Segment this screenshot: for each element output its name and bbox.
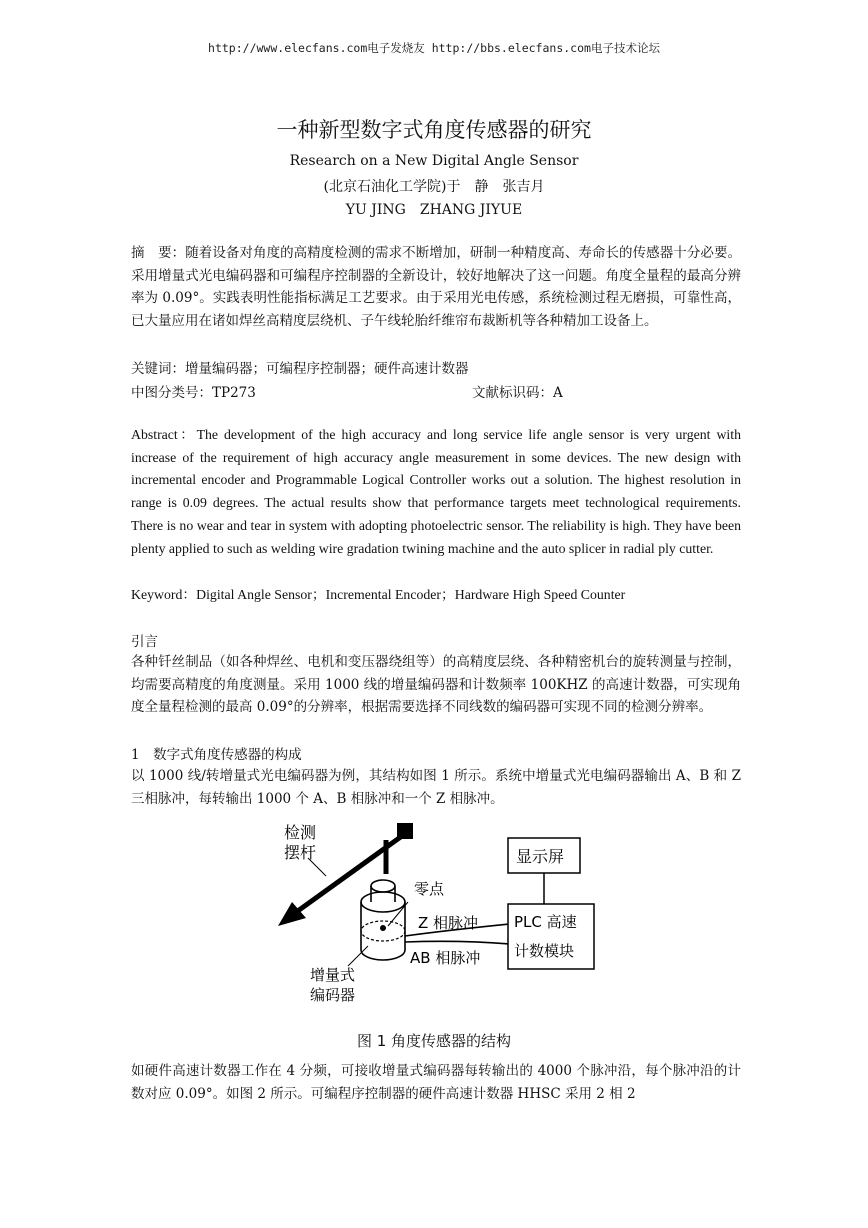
- section1-heading: 1 数字式角度传感器的构成: [131, 747, 302, 763]
- arm-label-line2: 摆杆: [284, 843, 317, 862]
- swing-arm-weight: [397, 823, 413, 839]
- intro-text: 各种钎丝制品（如各种焊丝、电机和变压器绕组等）的高精度层绕、各种精密机台的旋转测量与控制，均需要高精度的角度测量。采用 1000 线的增量编码器和计数频率 100KHZ 的高速计数器，可实现角度全量程检测的最高 0.09°的分辨率，根据需要选择不同线数的编码器可实现不同的检测分辨率。: [131, 654, 741, 715]
- figure-1-diagram: [270, 818, 610, 1033]
- keywords-cn: 关键词：增量编码器；可编程序控制器；硬件高速计数器: [131, 361, 469, 377]
- abstract-cn: 摘 要：随着设备对角度的高精度检测的需求不断增加，研制一种精度高、寿命长的传感器十分必要。采用增量式光电编码器和可编程序控制器的全新设计，较好地解决了这一问题。角度全量程的最高分辨率为 0.09°。实践表明性能指标满足工艺要求。由于采用光电传感，系统检测过程无磨损，可靠性高，已大量应用在诸如焊丝高精度层绕机、子午线轮胎纤维帘布裁断机等各种精加工设备上。: [131, 245, 741, 329]
- page-header: http://www.elecfans.com电子发烧友 http://bbs.elecfans.com电子技术论坛: [208, 41, 660, 55]
- section1-text: 以 1000 线/转增量式光电编码器为例，其结构如图 1 所示。系统中增量式光电编码器输出 A、B 和 Z 三相脉冲，每转输出 1000 个 A、B 相脉冲和一个 Z 相脉冲。: [131, 768, 741, 807]
- ab-pulse-wire: [405, 941, 510, 944]
- paper-title-en: Research on a New Digital Angle Sensor: [289, 153, 579, 169]
- z-pulse-label: Z 相脉冲: [418, 914, 479, 932]
- classification-number: 中图分类号：TP273: [131, 385, 256, 401]
- plc-label-line1: PLC 高速: [514, 913, 577, 931]
- document-code: 文献标识码：A: [472, 385, 563, 401]
- encoder-label-line1: 增量式: [310, 966, 356, 984]
- display-label: 显示屏: [516, 847, 565, 866]
- ab-pulse-label: AB 相脉冲: [410, 949, 481, 967]
- abstract-en: Abstract：The development of the high accuracy and long service life angle sensor is very urgent with increase of the requirement of high accuracy angle measurement in some devices. The new design with incremental encoder and Programmable Logical Controller works out a solution. The highest resolution in range is 0.09 degrees. The actual results show that performance targets meet technological requirements. There is no wear and tear in system with adopting photoelectric sensor. The reliability is high. They have been plenty applied to such as welding wire gradation twining machine and the auto splicer in radial ply cutter.: [131, 427, 741, 556]
- encoder-bottom-arc: [361, 950, 405, 960]
- closing-text: 如硬件高速计数器工作在 4 分频，可接收增量式编码器每转输出的 4000 个脉冲沿，每个脉冲沿的计数对应 0.09°。如图 2 所示。可编程序控制器的硬件高速计数器 HHSC 采用 2 相 2: [131, 1063, 741, 1102]
- arm-label-line1: 检测: [284, 823, 317, 842]
- zero-label: 零点: [414, 880, 445, 898]
- plc-label-line2: 计数模块: [514, 942, 575, 960]
- encoder-label-line2: 编码器: [310, 986, 356, 1004]
- affiliation-authors: (北京石油化工学院)于 静 张吉月: [323, 179, 545, 195]
- encoder-zero-dot: [380, 925, 386, 931]
- intro-heading: 引言: [131, 634, 158, 650]
- encoder-inner-top: [371, 880, 395, 892]
- keywords-en: Keyword：Digital Angle Sensor；Incremental Encoder；Hardware High Speed Counter: [131, 587, 626, 602]
- paper-title: 一种新型数字式角度传感器的研究: [276, 118, 592, 142]
- authors-en: YU JING ZHANG JIYUE: [345, 202, 523, 218]
- figure-1-caption: 图 1 角度传感器的结构: [356, 1032, 512, 1050]
- encoder-top-ellipse: [361, 892, 405, 912]
